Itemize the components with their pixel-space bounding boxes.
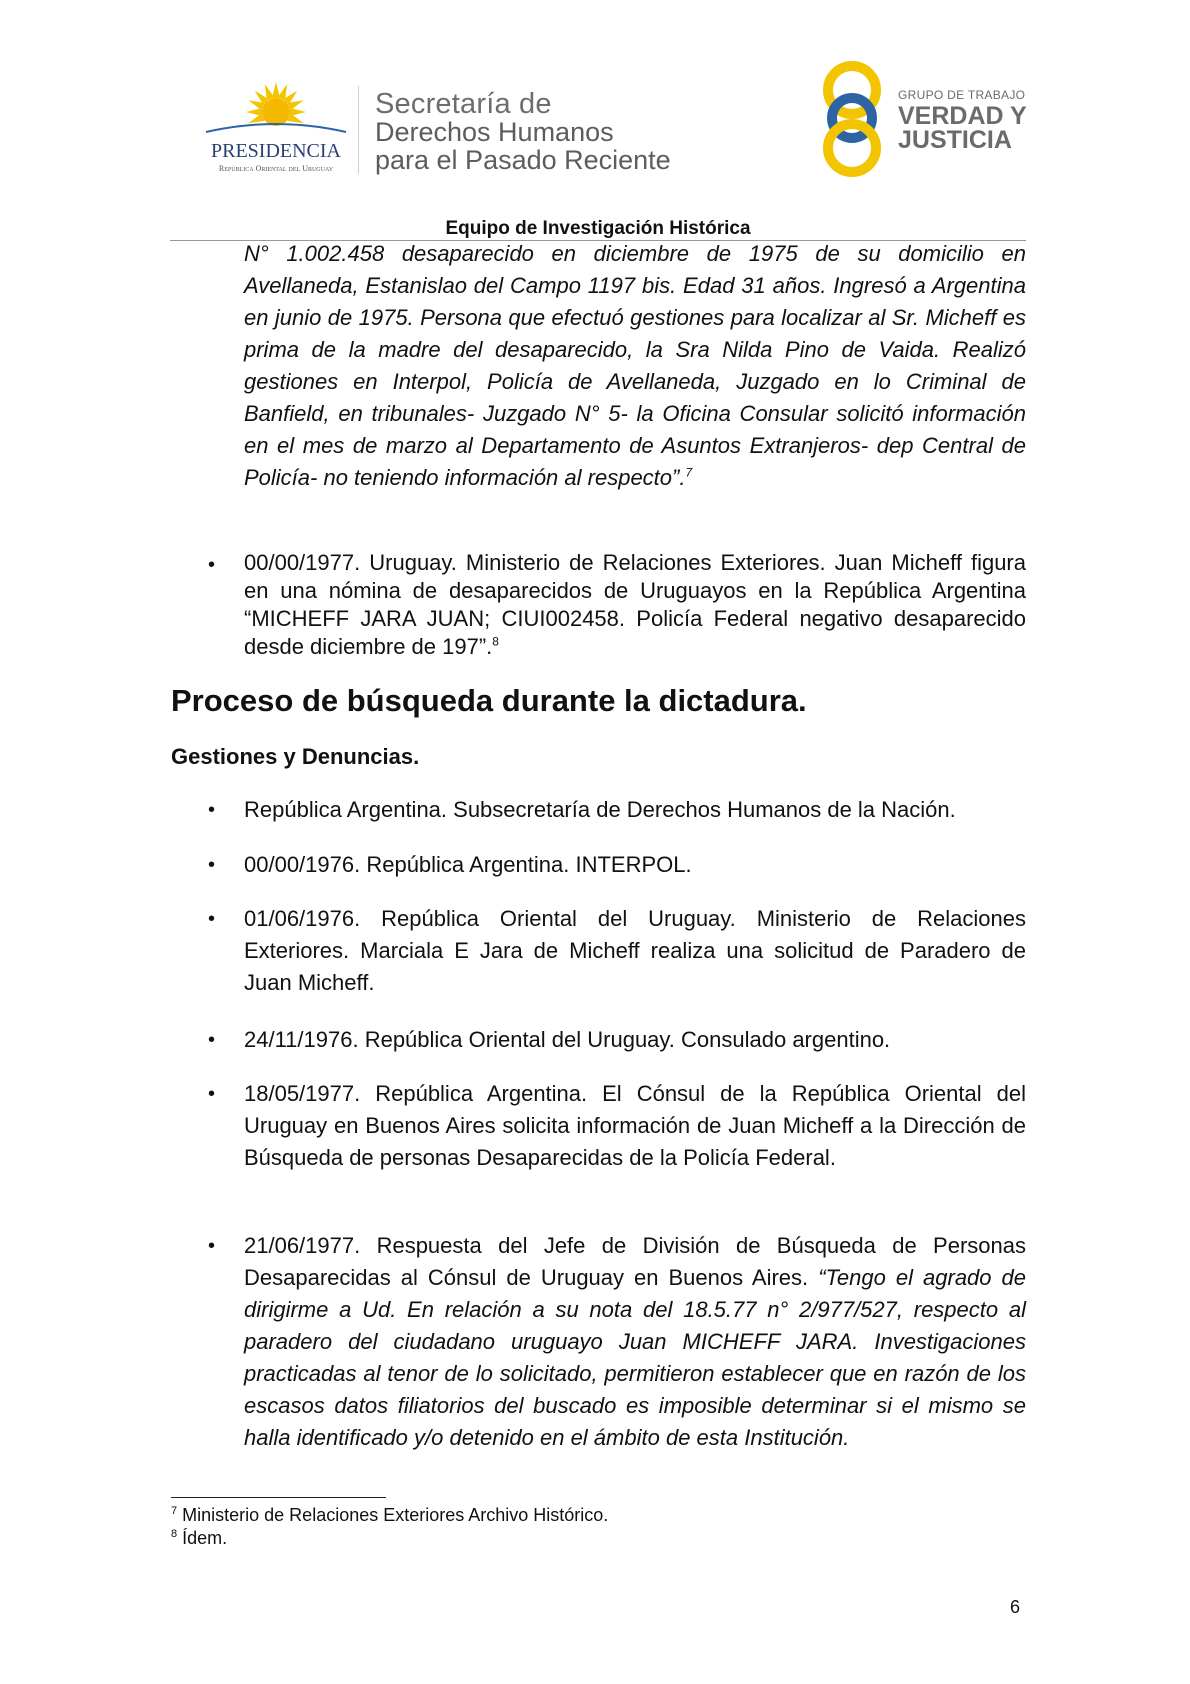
footnote-ref-7[interactable]: 7 bbox=[685, 465, 693, 480]
gtvj-line-2: VERDAD Y bbox=[898, 102, 1027, 130]
gtvj-line-1: GRUPO DE TRABAJO bbox=[898, 88, 1026, 102]
presidencia-logo bbox=[196, 80, 356, 178]
secretaria-line-2: Derechos Humanos bbox=[375, 117, 614, 147]
bullet-icon: • bbox=[208, 1083, 216, 1105]
team-heading: Equipo de Investigación Histórica bbox=[445, 218, 751, 239]
footnote-divider bbox=[171, 1497, 386, 1498]
continuation-text: N° 1.002.458 desaparecido en diciembre de 1975 de su domicilio en Avellaneda, Estanislao del Campo 1197 bis. Edad 31 años. Ingresó a Argentina en junio de 1975. Persona que efectuó gestiones para localizar al Sr. Micheff es prima de la madre del desaparecido, la Sra Nilda Pino de Vaida. Realizó gestiones en Interpol, Policía de Avellaneda, Juzgado en lo Criminal de Banfield, en tribunales- Juzgado N° 5- la Oficina Consular solicitó información en el mes de marzo al Departamento de Asuntos Extranjeros- dep Central de Policía- no teniendo información al respecto”. bbox=[244, 241, 1026, 490]
secretaria-line-3: para el Pasado Reciente bbox=[375, 145, 671, 175]
secretaria-wordmark bbox=[375, 90, 671, 174]
presidencia-title: PRESIDENCIA bbox=[210, 140, 341, 162]
footnote-number: 7 bbox=[171, 1505, 178, 1517]
list-item: 24/11/1976. República Oriental del Uruguay. Consulado argentino. bbox=[244, 1027, 891, 1052]
bullet-icon: • bbox=[208, 554, 216, 576]
list-item: República Argentina. Subsecretaría de Derechos Humanos de la Nación. bbox=[244, 797, 956, 822]
footnote-ref-8[interactable]: 8 bbox=[492, 634, 499, 649]
presidencia-subtitle: República Oriental del Uruguay bbox=[218, 164, 334, 173]
continuation-quote bbox=[244, 238, 1026, 494]
bullet-icon: • bbox=[208, 854, 216, 876]
footnote-number: 8 bbox=[171, 1528, 178, 1540]
footnote-7 bbox=[171, 1504, 608, 1526]
subsection-title: Gestiones y Denuncias. bbox=[171, 744, 420, 769]
bullet-icon: • bbox=[208, 908, 216, 930]
page-number: 6 bbox=[1010, 1597, 1021, 1617]
interlocked-rings-icon bbox=[822, 56, 902, 181]
footnote-text: Ministerio de Relaciones Exteriores Archivo Histórico. bbox=[182, 1505, 609, 1525]
list-item-1977 bbox=[244, 549, 1026, 661]
gtvj-line-3: JUSTICIA bbox=[898, 126, 1012, 154]
footnote-8 bbox=[171, 1527, 227, 1549]
list-item: 01/06/1976. República Oriental del Uruguay. Ministerio de Relaciones Exteriores. Marciala E Jara de Micheff realiza una solicitud de Paradero de Juan Micheff. bbox=[244, 906, 1026, 995]
logo-divider bbox=[358, 86, 359, 174]
secretaria-line-1: Secretaría de bbox=[375, 88, 552, 120]
bullet-icon: • bbox=[208, 799, 216, 821]
list-item-quote: “Tengo el agrado de dirigirme a Ud. En relación a su nota del 18.5.77 n° 2/977/527, respecto al paradero del ciudadano uruguayo Juan MICHEFF JARA. Investigaciones practicadas al tenor de lo solicitado, permitieron establecer que en razón de los escasos datos filiatorios del buscado es imposible determinar si el mismo se halla identificado y/o detenido en el ámbito de esta Institución. bbox=[244, 1265, 1027, 1450]
footnote-text: Ídem. bbox=[182, 1528, 228, 1548]
list-item: 18/05/1977. República Argentina. El Cónsul de la República Oriental del Uruguay en Buenos Aires solicita información de Juan Micheff a la Dirección de Búsqueda de personas Desaparecidas de la Policía Federal. bbox=[244, 1081, 1026, 1170]
list-item-text: 00/00/1977. Uruguay. Ministerio de Relaciones Exteriores. Juan Micheff figura en una nómina de desaparecidos de Uruguayos en la República Argentina “MICHEFF JARA JUAN; CIUI002458. Policía Federal negativo desaparecido desde diciembre de 197”. bbox=[244, 550, 1026, 659]
list-item: 00/00/1976. República Argentina. INTERPOL. bbox=[244, 852, 692, 877]
list-item-last bbox=[244, 1230, 1026, 1454]
verdad-justicia-logo bbox=[822, 56, 1062, 181]
bullet-icon: • bbox=[208, 1235, 216, 1257]
list-item-lead: 21/06/1977. Respuesta del Jefe de División de Búsqueda de Personas Desaparecidas al Cónsul de Uruguay en Buenos Aires. bbox=[244, 1233, 1026, 1290]
section-title: Proceso de búsqueda durante la dictadura. bbox=[171, 683, 807, 718]
bullet-icon: • bbox=[208, 1029, 216, 1051]
